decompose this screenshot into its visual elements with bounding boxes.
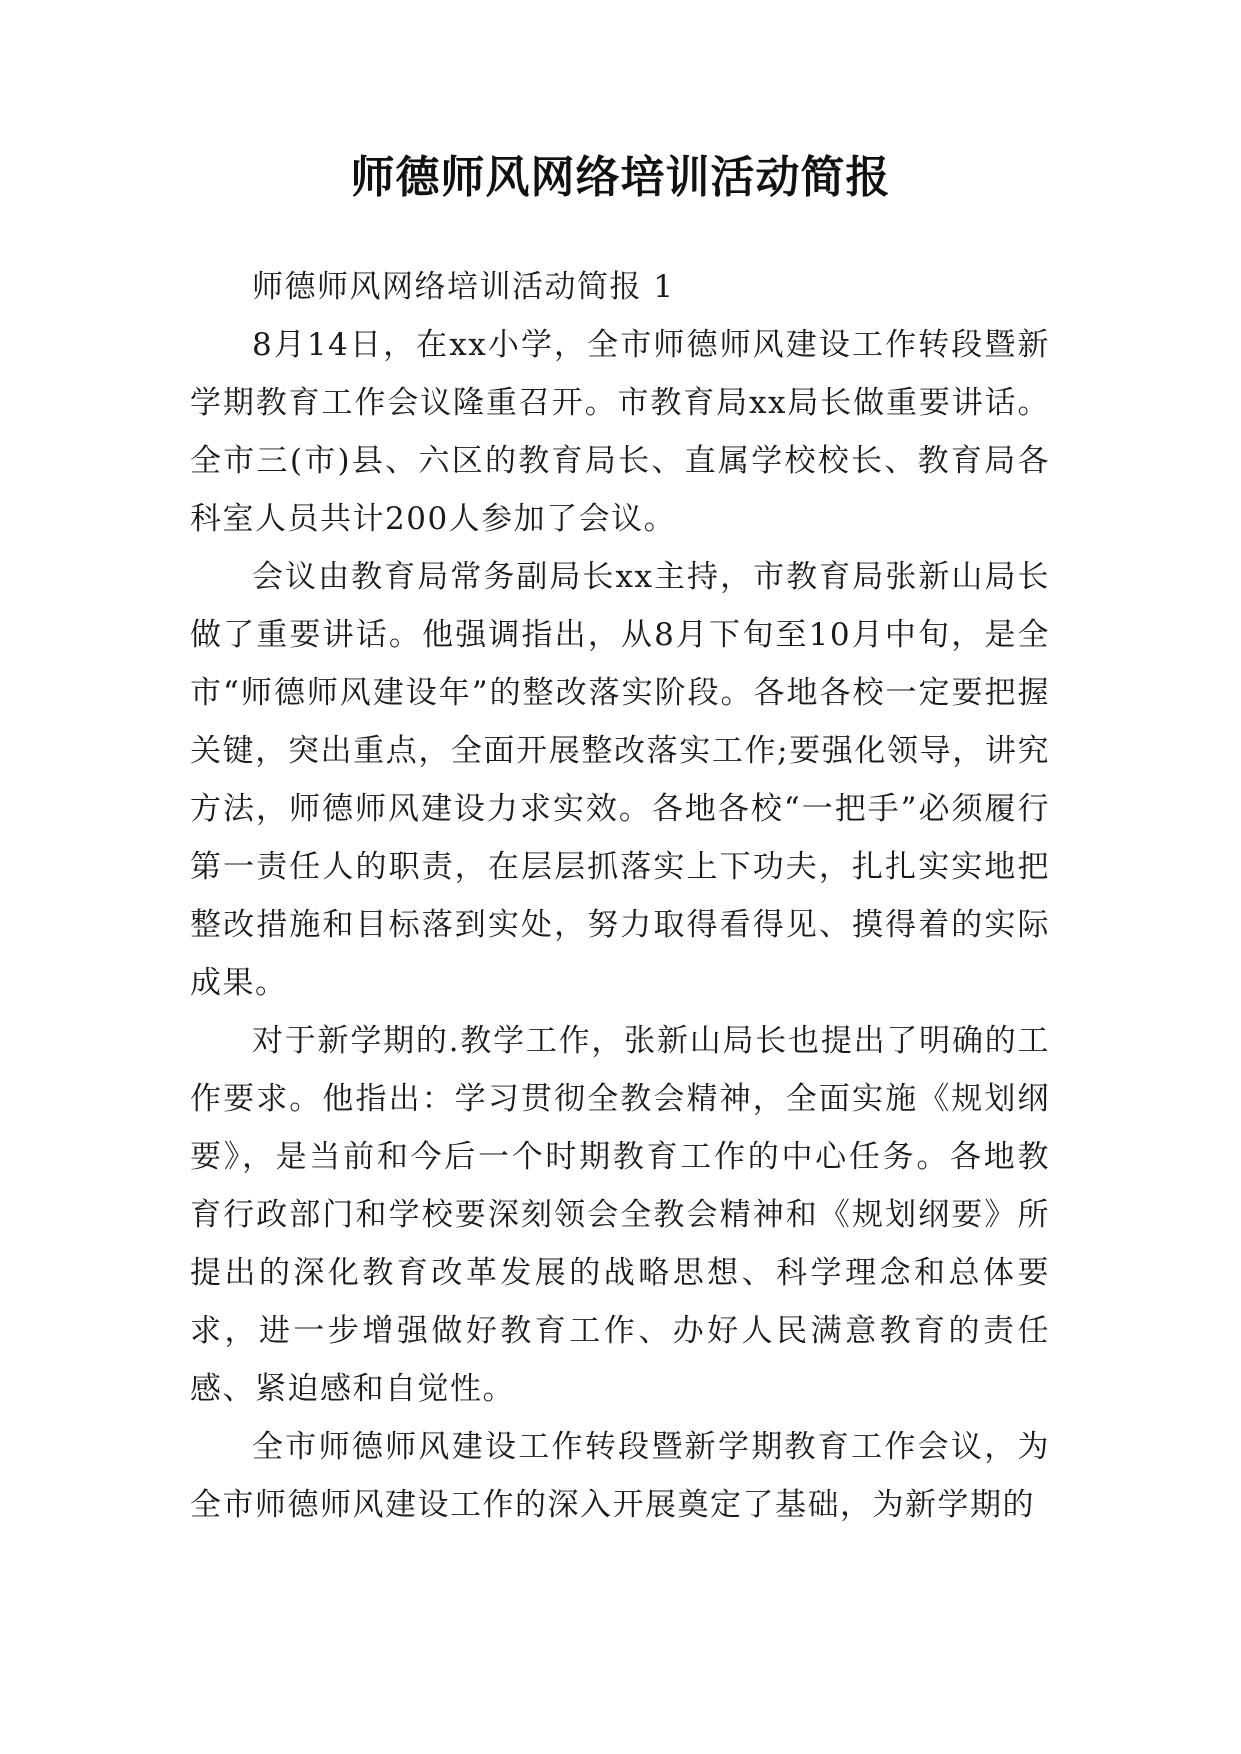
document-title: 师德师风网络培训活动简报	[350, 152, 891, 203]
paragraph-semester-requirements: 对于新学期的.教学工作，张新山局长也提出了明确的工作要求。他指出：学习贯彻全教会精神，全面实施《规划纲要》，是当前和今后一个时期教育工作的中心任务。各地教育行政部门和学校要深刻领会全教会精神和《规划纲要》所提出的深化教育改革发展的战略思想、科学理念和总体要求，进一步增强做好教育工作、办好人民满意教育的责任感、紧迫感和自觉性。	[190, 1023, 1050, 1407]
document-body	[190, 258, 1050, 1534]
paragraph-director-speech: 会议由教育局常务副局长xx主持，市教育局张新山局长做了重要讲话。他强调指出，从8月下旬至10月中旬，是全市“师德师风建设年”的整改落实阶段。各地各校一定要把握关键，突出重点，全面开展整改落实工作;要强化领导，讲究方法，师德师风建设力求实效。各地各校“一把手”必须履行第一责任人的职责，在层层抓落实上下功夫，扎扎实实地把整改措施和目标落到实处，努力取得看得见、摸得着的实际成果。	[190, 559, 1050, 1001]
section-heading: 师德师风网络培训活动简报 1	[252, 269, 675, 305]
paragraph-conclusion: 全市师德师风建设工作转段暨新学期教育工作会议，为全市师德师风建设工作的深入开展奠定了基础，为新学期的	[190, 1429, 1050, 1523]
paragraph-meeting-opening: 8月14日，在xx小学，全市师德师风建设工作转段暨新学期教育工作会议隆重召开。市教育局xx局长做重要讲话。全市三(市)县、六区的教育局长、直属学校校长、教育局各科室人员共计200人参加了会议。	[190, 327, 1050, 537]
